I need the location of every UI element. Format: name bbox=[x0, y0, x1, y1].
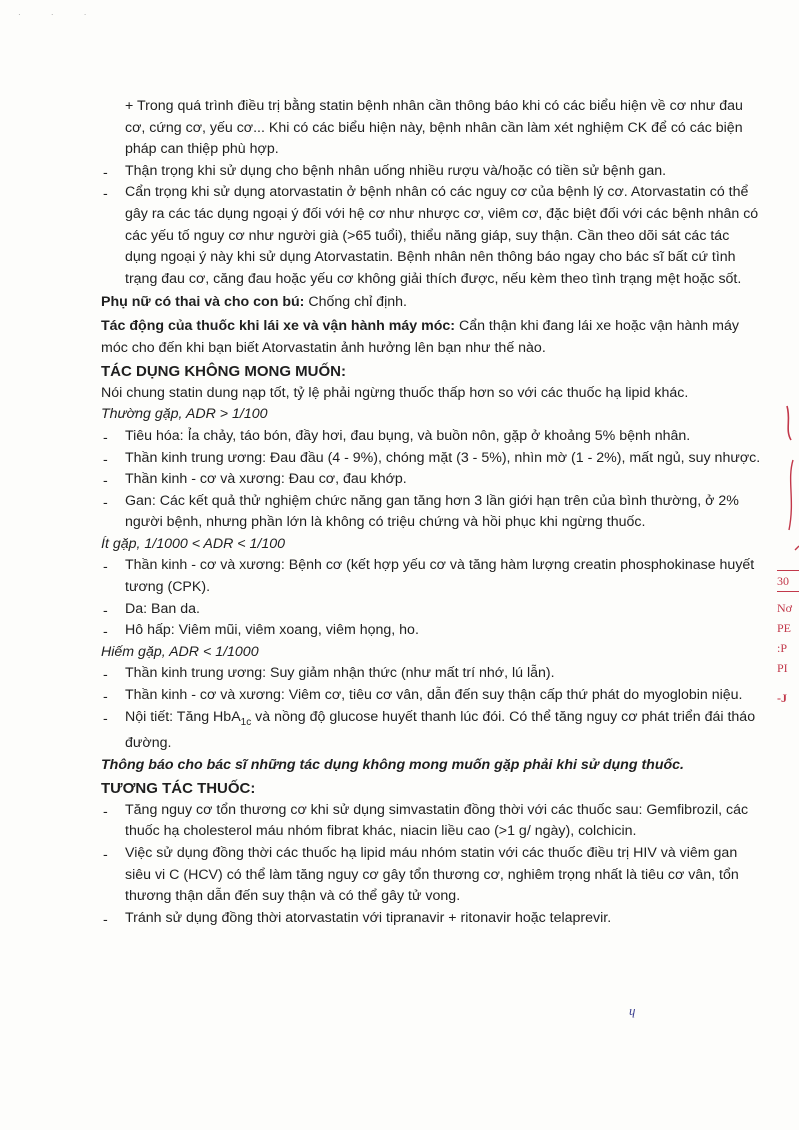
stamp-mark: -J bbox=[777, 691, 787, 705]
endocrine-text-b: và nồng độ glucose huyết thanh lúc đói. Có thể tăng nguy cơ phát triển đái tháo đường. bbox=[125, 708, 756, 752]
list-item: - Tránh sử dụng đồng thời atorvastatin với tipranavir + ritonavir hoặc telaprevir. bbox=[101, 908, 761, 930]
rare-subheading: Hiếm gặp, ADR < 1/1000 bbox=[101, 643, 259, 660]
driving-paragraph bbox=[101, 316, 761, 359]
list-item: - Thần kinh trung ương: Đau đầu (4 - 9%), chóng mặt (3 - 5%), nhìn mờ (1 - 2%), mất ngủ, suy nhược. bbox=[101, 448, 761, 470]
stamp-mark: Nơ bbox=[777, 601, 793, 615]
list-item: - Cẩn trọng khi sử dụng atorvastatin ở bệnh nhân có các nguy cơ của bệnh lý cơ. Atorvastatin có thể gây ra các tác dụng ngoại ý đối với hệ cơ như nhược cơ, viêm cơ, đặc biệt đối với các bệnh nhân có các yếu tố nguy cơ như người già (>65 tuổi), thiểu năng giáp, suy thận. Cần theo dõi sát các tác dụng ngoại ý này khi sử dụng Atorvastatin. Bệnh nhân nên thông báo ngay cho bác sĩ bất cứ tình trạng đau cơ, căng đau hoặc yếu cơ không giải thích được, nếu kèm theo tình trạng mệt hoặc sốt. bbox=[101, 182, 761, 290]
pregnancy-text: Chống chỉ định. bbox=[304, 294, 407, 311]
hba1c-subscript: 1c bbox=[240, 716, 252, 728]
document-body bbox=[101, 96, 761, 929]
adverse-effects-heading: TÁC DỤNG KHÔNG MONG MUỐN: bbox=[101, 363, 346, 381]
statin-muscle-warning: + Trong quá trình điều trị bằng statin bệnh nhân cần thông báo khi có các biểu hiện về cơ như đau cơ, cứng cơ, yếu cơ... Khi có các biểu hiện này, bệnh nhân cần làm xét nghiệm CK để có các biện pháp can thiệp phù hợp. bbox=[125, 98, 743, 158]
stamp-text-fragments bbox=[777, 570, 799, 708]
list-item-endocrine bbox=[101, 707, 761, 755]
list-item: - Hô hấp: Viêm mũi, viêm xoang, viêm họng, ho. bbox=[101, 620, 761, 642]
common-subheading: Thường gặp, ADR > 1/100 bbox=[101, 406, 268, 423]
list-item: - Tiêu hóa: Ỉa chảy, táo bón, đầy hơi, đau bụng, và buồn nôn, gặp ở khoảng 5% bệnh nhân. bbox=[101, 426, 761, 448]
notify-doctor-notice: Thông báo cho bác sĩ những tác dụng không mong muốn gặp phải khi sử dụng thuốc. bbox=[101, 756, 684, 773]
list-item: - Gan: Các kết quả thử nghiệm chức năng gan tăng hơn 3 lần giới hạn trên của bình thường, ở 2% người bệnh, nhưng phần lớn là không có triệu chứng và hồi phục khi ngừng thuốc. bbox=[101, 491, 761, 534]
driving-text: Cẩn thận khi đang lái xe hoặc vận hành máy móc cho đến khi bạn biết Atorvastatin ảnh hưởng lên bạn như thế nào. bbox=[101, 317, 739, 356]
list-item: - Thần kinh - cơ và xương: Viêm cơ, tiêu cơ vân, dẫn đến suy thận cấp thứ phát do myoglobin niệu. bbox=[101, 685, 761, 707]
stamp-mark: PE bbox=[777, 621, 792, 635]
interactions-heading: TƯƠNG TÁC THUỐC: bbox=[101, 780, 256, 798]
list-item: - Thần kinh - cơ và xương: Đau cơ, đau khớp. bbox=[101, 469, 761, 491]
endocrine-text-a: Nội tiết: Tăng HbA bbox=[125, 708, 241, 725]
scan-specks: · · · bbox=[18, 10, 101, 19]
list-item: - Thần kinh trung ương: Suy giảm nhận thức (như mất trí nhớ, lú lẫn). bbox=[101, 663, 761, 685]
uncommon-subheading: Ít gặp, 1/1000 < ADR < 1/100 bbox=[101, 535, 286, 552]
pregnancy-label: Phụ nữ có thai và cho con bú: bbox=[101, 294, 305, 311]
list-item: - Tăng nguy cơ tổn thương cơ khi sử dụng simvastatin đồng thời với các thuốc sau: Gemfibrozil, các thuốc hạ cholesterol máu nhóm fibrat khác, niacin liều cao (>1 g/ ngày), colchicin. bbox=[101, 800, 761, 843]
stamp-mark: 30 bbox=[777, 570, 799, 592]
driving-label: Tác động của thuốc khi lái xe và vận hành máy móc: bbox=[101, 317, 455, 334]
list-item: - Việc sử dụng đồng thời các thuốc hạ lipid máu nhóm statin với các thuốc điều trị HIV và viêm gan siêu vi C (HCV) có thể làm tăng nguy cơ gây tổn thương cơ, nghiêm trọng nhất là tiêu cơ vân, tổn thương thận dẫn đến suy thận và có thể gây tử vong. bbox=[101, 843, 761, 908]
list-item: - Da: Ban da. bbox=[101, 599, 761, 621]
list-item: - Thận trọng khi sử dụng cho bệnh nhân uống nhiều rượu và/hoặc có tiền sử bệnh gan. bbox=[101, 161, 761, 183]
stamp-mark: PI bbox=[777, 661, 788, 675]
handwritten-initials: ɥ bbox=[629, 1003, 636, 1018]
pregnancy-paragraph bbox=[101, 292, 761, 314]
adverse-intro: Nói chung statin dung nạp tốt, tỷ lệ phải ngừng thuốc thấp hơn so với các thuốc hạ lipid khác. bbox=[101, 384, 689, 401]
list-item: - Thần kinh - cơ và xương: Bệnh cơ (kết hợp yếu cơ và tăng hàm lượng creatin phosphokinase huyết tương (CPK). bbox=[101, 555, 761, 598]
stamp-mark: :P bbox=[777, 641, 788, 655]
